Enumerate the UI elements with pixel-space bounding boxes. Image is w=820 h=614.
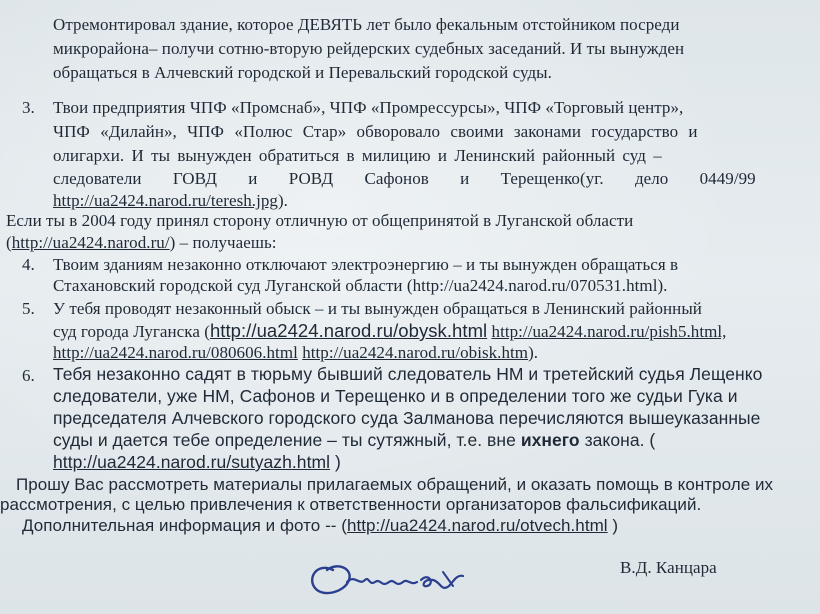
- item-3-line-3: олигархи. И ты вынужден обратиться в милицию и Ленинский районный суд –: [53, 146, 662, 165]
- link-080606[interactable]: http://ua2424.narod.ru/080606.html: [53, 343, 298, 362]
- additional-info-text: Дополнительная информация и фото -- (: [22, 516, 347, 535]
- additional-info-tail: ): [607, 516, 619, 535]
- para-2-line-2-tail: ) – получаешь:: [169, 233, 277, 252]
- item-6-line-3: председателя Алчевского городского суда Залманова перечисляются вышеуказанные: [53, 408, 761, 428]
- item-6-line-4: [53, 430, 655, 451]
- intro-line-2: микрорайона– получи сотню-вторую рейдерских судебных заседаний. И ты вынужден: [53, 39, 685, 58]
- link-pish5[interactable]: http://ua2424.narod.ru/pish5.html,: [491, 322, 727, 341]
- item-3-line-5-tail: ).: [277, 191, 288, 210]
- item-5-line-3-tail: ).: [528, 343, 539, 362]
- item-3-line-4: следователи ГОВД и РОВД Сафонов и Терещенко(уг. дело 0449/99: [53, 169, 756, 188]
- link-obisk[interactable]: http://ua2424.narod.ru/obisk.htm: [302, 343, 529, 362]
- request-line-1: Прошу Вас рассмотреть материалы прилагаемых обращений, и оказать помощь в контроле их: [16, 475, 774, 494]
- item-3-line-1: Твои предприятия ЧПФ «Промснаб», ЧПФ «Промрессурсы», ЧПФ «Торговый центр»,: [53, 98, 684, 117]
- item-3-line-2: ЧПФ «Дилайн», ЧПФ «Полюс Стар» обворовало своими законами государство и: [53, 122, 698, 141]
- item-6-bold-word: ихнего: [520, 430, 580, 450]
- item-6-line-1: Тебя незаконно садят в тюрьму бывший следователь НМ и третейский судья Лещенко: [53, 364, 763, 384]
- item-6-line-5-tail: ): [330, 452, 341, 472]
- item-5-number: 5.: [22, 299, 35, 318]
- item-4-number: 4.: [22, 255, 35, 274]
- intro-line-1: Отремонтировал здание, которое ДЕВЯТЬ лет было фекальным отстойником посреди: [53, 15, 680, 34]
- item-3-number: 3.: [22, 98, 35, 117]
- request-line-2: рассмотрения, с целью привлечения к ответственности организаторов фальсификаций.: [0, 495, 702, 514]
- item-5-line-2-text: суд города Луганска (: [53, 322, 210, 341]
- item-5-line-1: У тебя проводят незаконный обыск – и ты вынужден обращаться в Ленинский районный: [53, 299, 702, 318]
- handwritten-signature: [303, 552, 473, 602]
- link-obysk[interactable]: http://ua2424.narod.ru/obysk.html: [209, 320, 488, 341]
- item-5-line-3: [53, 342, 538, 363]
- item-6-number: 6.: [22, 366, 35, 385]
- para-2-open-paren: (: [6, 233, 12, 252]
- link-sutyazh[interactable]: http://ua2424.narod.ru/sutyazh.html: [53, 452, 331, 472]
- intro-line-3: обращаться в Алчевский городской и Перевальский городской суды.: [53, 63, 552, 82]
- link-teresh[interactable]: http://ua2424.narod.ru/teresh.jpg: [53, 191, 278, 210]
- item-5-line-2: [53, 320, 726, 342]
- para-2-line-2: [6, 232, 277, 253]
- link-home[interactable]: http://ua2424.narod.ru/: [11, 233, 170, 252]
- item-4-line-1: Твоим зданиям незаконно отключают электроэнергию – и ты вынужден обращаться в: [53, 255, 679, 274]
- item-6-line-4-text: суды и дается тебе определение – ты сутяжный, т.е. вне: [53, 430, 521, 450]
- item-6-line-2: следователи, уже НМ, Сафонов и Терещенко и в определении того же судьи Гука и: [53, 386, 738, 406]
- item-3-line-5: [53, 190, 288, 211]
- additional-info-line: [22, 515, 618, 536]
- author-name: В.Д. Канцара: [620, 558, 717, 577]
- item-6-line-5: [53, 452, 341, 473]
- link-otvech[interactable]: http://ua2424.narod.ru/otvech.html: [346, 516, 608, 535]
- item-6-line-4-tail: закона. (: [579, 430, 656, 450]
- para-2-line-1: Если ты в 2004 году принял сторону отличную от общепринятой в Луганской области: [6, 211, 634, 230]
- item-4-line-2: Стахановский городской суд Луганской области (http://ua2424.narod.ru/070531.html).: [53, 276, 668, 295]
